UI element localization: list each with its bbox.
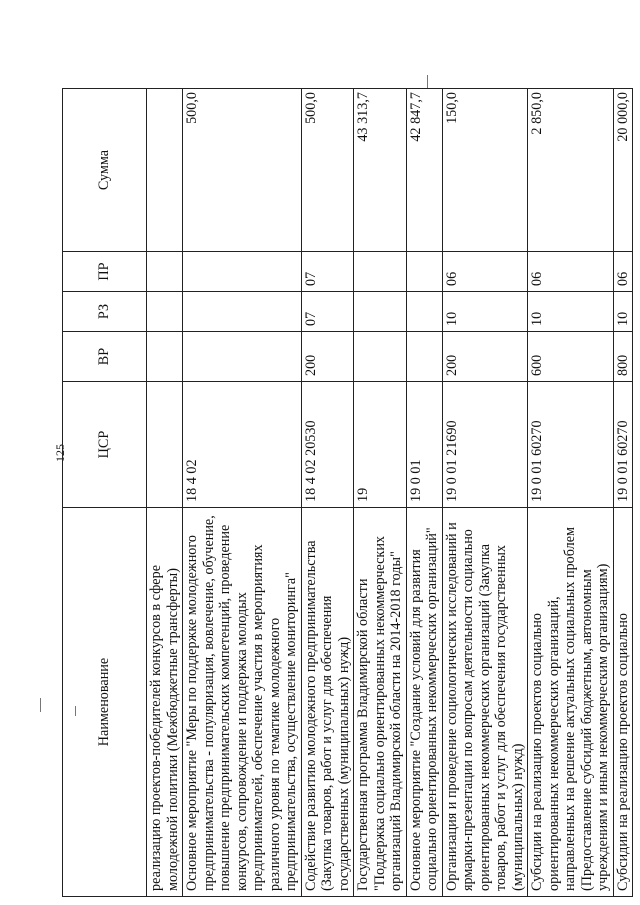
row-sum: 20 000,0 <box>613 89 633 252</box>
row-pr <box>147 252 183 292</box>
row-name: Субсидии на реализацию проектов социально ориентированных некоммерческих организаций, направленных на решение актуальных социальных проблем (Предоставление субсидий бюджетным, автономным учреждениям и иным некоммерческим организациям) <box>528 508 614 897</box>
rotated-page-content <box>62 89 631 897</box>
row-rz: 10 <box>613 292 633 332</box>
row-csr: 19 0 01 21690 <box>442 382 528 508</box>
row-rz <box>147 292 183 332</box>
scan-mark <box>427 75 428 89</box>
row-pr: 06 <box>528 252 614 292</box>
row-pr <box>354 252 407 292</box>
header-sum: Сумма <box>63 89 147 252</box>
table-row <box>354 89 407 897</box>
row-pr: 06 <box>442 252 528 292</box>
row-sum: 500,0 <box>301 89 354 252</box>
row-vr <box>147 332 183 382</box>
header-csr: ЦСР <box>63 382 147 508</box>
row-rz: 10 <box>442 292 528 332</box>
row-csr: 19 0 01 60270 <box>528 382 614 508</box>
scan-mark <box>40 698 41 712</box>
table-row <box>442 89 528 897</box>
page-number: 125 <box>53 444 67 462</box>
header-vr: ВР <box>63 332 147 382</box>
header-pr: ПР <box>63 252 147 292</box>
row-sum: 500,0 <box>183 89 302 252</box>
row-sum <box>147 89 183 252</box>
row-sum: 2 850,0 <box>528 89 614 252</box>
header-name: Наименование <box>63 508 147 897</box>
row-name: Государственная программа Владимирской области "Поддержка социально ориентированных некоммерческих организаций Владимирской области на 2014-2018 годы" <box>354 508 407 897</box>
row-csr <box>147 382 183 508</box>
row-vr: 200 <box>301 332 354 382</box>
row-pr <box>406 252 442 292</box>
header-rz: РЗ <box>63 292 147 332</box>
row-csr: 18 4 02 20530 <box>301 382 354 508</box>
row-name: реализацию проектов-победителей конкурсов в сфере молодежной политики (Межбюджетные трансферты) <box>147 508 183 897</box>
row-csr: 18 4 02 <box>183 382 302 508</box>
row-sum: 43 313,7 <box>354 89 407 252</box>
row-sum: 42 847,7 <box>406 89 442 252</box>
row-pr: 07 <box>301 252 354 292</box>
row-csr: 19 0 01 60270 <box>613 382 633 508</box>
row-csr: 19 <box>354 382 407 508</box>
row-vr <box>354 332 407 382</box>
row-pr: 06 <box>613 252 633 292</box>
row-vr <box>183 332 302 382</box>
row-rz <box>183 292 302 332</box>
table-row <box>301 89 354 897</box>
row-vr: 800 <box>613 332 633 382</box>
row-name: Организация и проведение социологических исследований и ярмарки-презентации по вопросам деятельности социально ориентированных некоммерческих организаций (Закупка товаров, работ и услуг для обеспечения государственных (муниципальных) нужд) <box>442 508 528 897</box>
table-row <box>183 89 302 897</box>
table-row <box>147 89 183 897</box>
row-vr <box>406 332 442 382</box>
budget-table <box>62 88 633 897</box>
row-sum: 150,0 <box>442 89 528 252</box>
row-rz: 10 <box>528 292 614 332</box>
row-pr <box>183 252 302 292</box>
table-row <box>613 89 633 897</box>
row-rz <box>406 292 442 332</box>
row-name: Основное мероприятие "Меры по поддержке молодежного предпринимательства - популяризация, вовлечение, обучение, повышение предпринимательских компетенций, проведение конкурсов, сопровождение и поддержка молодых предпринимателей, обеспечение участия в мероприятиях различного уровня по тематике молодежного предпринимательства, осуществление мониторинга" <box>183 508 302 897</box>
row-vr: 200 <box>442 332 528 382</box>
table-header-row <box>63 89 147 897</box>
row-rz: 07 <box>301 292 354 332</box>
row-vr: 600 <box>528 332 614 382</box>
row-name: Субсидии на реализацию проектов социально <box>613 508 633 897</box>
row-name: Содействие развитию молодежного предпринимательства (Закупка товаров, работ и услуг для обеспечения государственных (муниципальных) нужд) <box>301 508 354 897</box>
row-csr: 19 0 01 <box>406 382 442 508</box>
table-row <box>406 89 442 897</box>
table-row <box>528 89 614 897</box>
row-rz <box>354 292 407 332</box>
row-name: Основное мероприятие "Создание условий для развития социально ориентированных некоммерческих организаций" <box>406 508 442 897</box>
